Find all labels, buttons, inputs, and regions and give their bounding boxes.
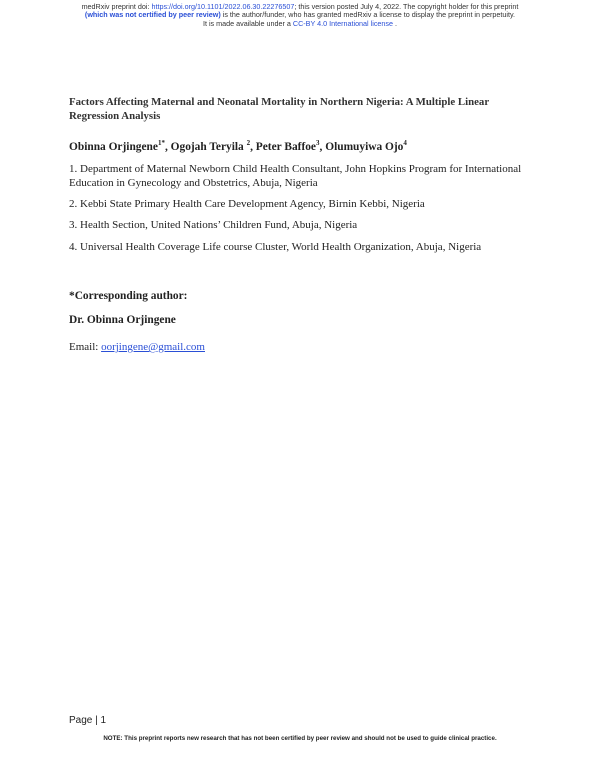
header-license-text: is the author/funder, who has granted medRxiv a license to display the preprint in perpetuity. (220, 10, 516, 20)
author-affiliation-mark: 2 (246, 139, 251, 147)
email-line (69, 341, 205, 353)
affiliation-4: 4. Universal Health Coverage Life course Cluster, World Health Organization, Abuja, Nigeria (69, 241, 482, 253)
email-label: Email: (69, 341, 102, 353)
author-list (69, 136, 539, 154)
page-number: Page | 1 (69, 715, 107, 726)
preprint-header (0, 3, 600, 28)
author-name: Peter Baffoe (255, 141, 316, 153)
affiliation-3: 3. Health Section, United Nations’ Children Fund, Abuja, Nigeria (69, 219, 358, 231)
header-line-3 (0, 20, 600, 28)
preprint-footer-note: NOTE: This preprint reports new research that has not been certified by peer review and should not be used to guide clinical practice. (103, 735, 497, 742)
corresponding-author-name: Dr. Obinna Orjingene (69, 314, 176, 326)
license-link[interactable]: CC-BY 4.0 International license (292, 18, 394, 28)
author-name: Olumuyiwa Ojo (325, 141, 404, 153)
author-name: Ogojah Teryila (170, 141, 247, 153)
author-separator: , (319, 141, 326, 153)
corresponding-author-label: *Corresponding author: (69, 290, 188, 302)
peer-review-notice: (which was not certified by peer review) (84, 10, 221, 20)
email-link[interactable]: oorjingene@gmail.com (101, 341, 205, 353)
author-affiliation-mark: 3 (316, 139, 320, 147)
affiliation-2: 2. Kebbi State Primary Health Care Development Agency, Birnin Kebbi, Nigeria (69, 198, 425, 210)
affiliation-1: 1. Department of Maternal Newborn Child Health Consultant, John Hopkins Program for International Education in Gynecology and Obstetrics, Abuja, Nigeria (69, 163, 522, 189)
header-copyright-text: ; this version posted July 4, 2022. The copyright holder for this preprint (294, 2, 519, 11)
author-affiliation-mark: 4 (403, 139, 407, 147)
doi-link[interactable]: https://doi.org/10.1101/2022.06.30.22276507 (151, 2, 295, 11)
author-separator: , (250, 141, 256, 153)
author-name: Obinna Orjingene (69, 141, 158, 153)
paper-title: Factors Affecting Maternal and Neonatal Mortality in Northern Nigeria: A Multiple Linear Regression Analysis (69, 96, 489, 122)
header-doi-prefix: medRxiv preprint doi: (81, 2, 152, 11)
author-separator: , (164, 141, 171, 153)
author-affiliation-mark: 1* (157, 139, 165, 147)
header-license-prefix: It is made available under a (202, 18, 293, 28)
header-license-suffix: . (393, 18, 398, 28)
